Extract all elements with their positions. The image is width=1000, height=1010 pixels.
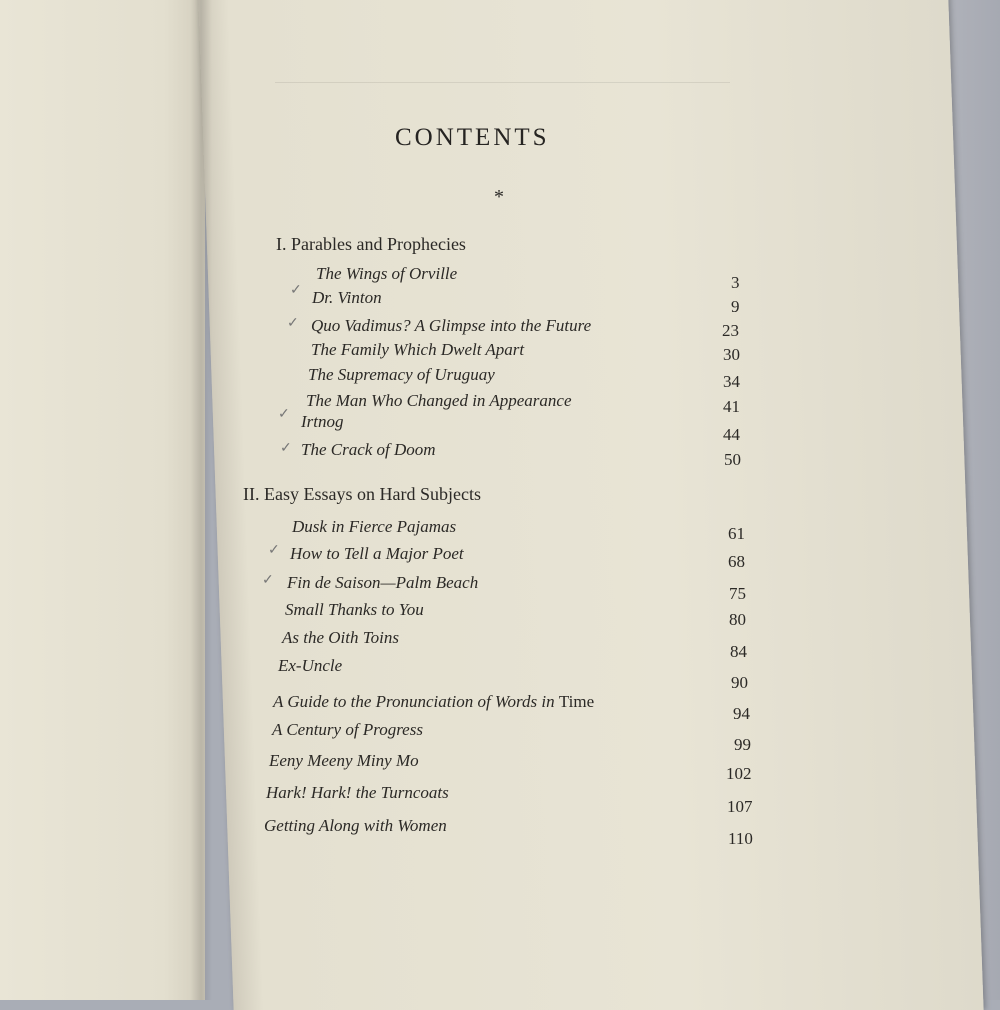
toc-entry-page: 102: [726, 764, 752, 783]
right-page: [198, 0, 984, 1010]
toc-entry-title: Ex-Uncle: [278, 656, 343, 675]
check-mark-icon: ✓: [278, 407, 290, 422]
toc-entry-page: 94: [733, 704, 750, 723]
toc-entry-page: 34: [723, 372, 740, 391]
toc-entry-title: Dusk in Fierce Pajamas: [292, 517, 457, 536]
toc-entry-title-italic: A Guide to the Pronunciation of Words in: [273, 692, 555, 711]
left-page: [0, 0, 205, 1000]
check-mark-icon: ✓: [287, 316, 299, 331]
toc-entry-page: 68: [728, 552, 745, 571]
ornament-asterisk: *: [494, 186, 504, 208]
toc-entry-page: 110: [728, 829, 753, 848]
toc-entry-title: Dr. Vinton: [312, 288, 382, 307]
toc-entry-page: 107: [727, 797, 753, 816]
toc-entry-title: Getting Along with Women: [264, 816, 447, 835]
toc-entry-page: 23: [722, 321, 739, 340]
toc-entry-page: 44: [723, 425, 740, 444]
toc-entry-title: The Man Who Changed in Appearance: [306, 391, 572, 410]
toc-entry-title: The Supremacy of Uruguay: [308, 365, 495, 384]
toc-entry-title: Eeny Meeny Miny Mo: [269, 751, 419, 770]
check-mark-icon: ✓: [290, 283, 302, 298]
toc-entry-title: Hark! Hark! the Turncoats: [266, 783, 449, 802]
check-mark-icon: ✓: [280, 441, 292, 456]
toc-entry-title-roman: Time: [558, 692, 595, 711]
page-title: CONTENTS: [395, 124, 550, 151]
toc-entry-page: 41: [723, 397, 740, 416]
show-through-rule: [275, 82, 730, 83]
toc-entry-title: A Century of Progress: [272, 720, 423, 739]
toc-entry-page: 90: [731, 673, 748, 692]
toc-entry-page: 80: [729, 610, 746, 629]
toc-entry-page: 99: [734, 735, 751, 754]
toc-entry-title: Irtnog: [301, 412, 344, 431]
toc-entry-title: [273, 692, 594, 712]
toc-entry-title: How to Tell a Major Poet: [290, 544, 464, 563]
toc-entry-title: Small Thanks to You: [285, 600, 424, 619]
section-heading: I. Parables and Prophecies: [276, 234, 466, 254]
section-heading: II. Easy Essays on Hard Subjects: [243, 484, 481, 504]
toc-entry-title: The Crack of Doom: [301, 440, 436, 459]
toc-entry-page: 75: [729, 584, 746, 603]
toc-entry-page: 50: [724, 450, 741, 469]
toc-entry-page: 30: [723, 345, 740, 364]
toc-entry-page: 9: [731, 297, 740, 316]
toc-entry-title: The Family Which Dwelt Apart: [311, 340, 525, 359]
toc-entry-title: The Wings of Orville: [316, 264, 458, 283]
check-mark-icon: ✓: [268, 543, 280, 558]
toc-entry-title: As the Oith Toins: [282, 628, 399, 647]
book-gutter: [190, 0, 212, 1000]
check-mark-icon: ✓: [262, 573, 274, 588]
toc-entry-page: 3: [731, 273, 740, 292]
toc-entry-title: Fin de Saison—Palm Beach: [287, 573, 479, 592]
toc-entry-page: 61: [728, 524, 745, 543]
toc-entry-title: Quo Vadimus? A Glimpse into the Future: [311, 316, 592, 335]
toc-entry-page: 84: [730, 642, 747, 661]
